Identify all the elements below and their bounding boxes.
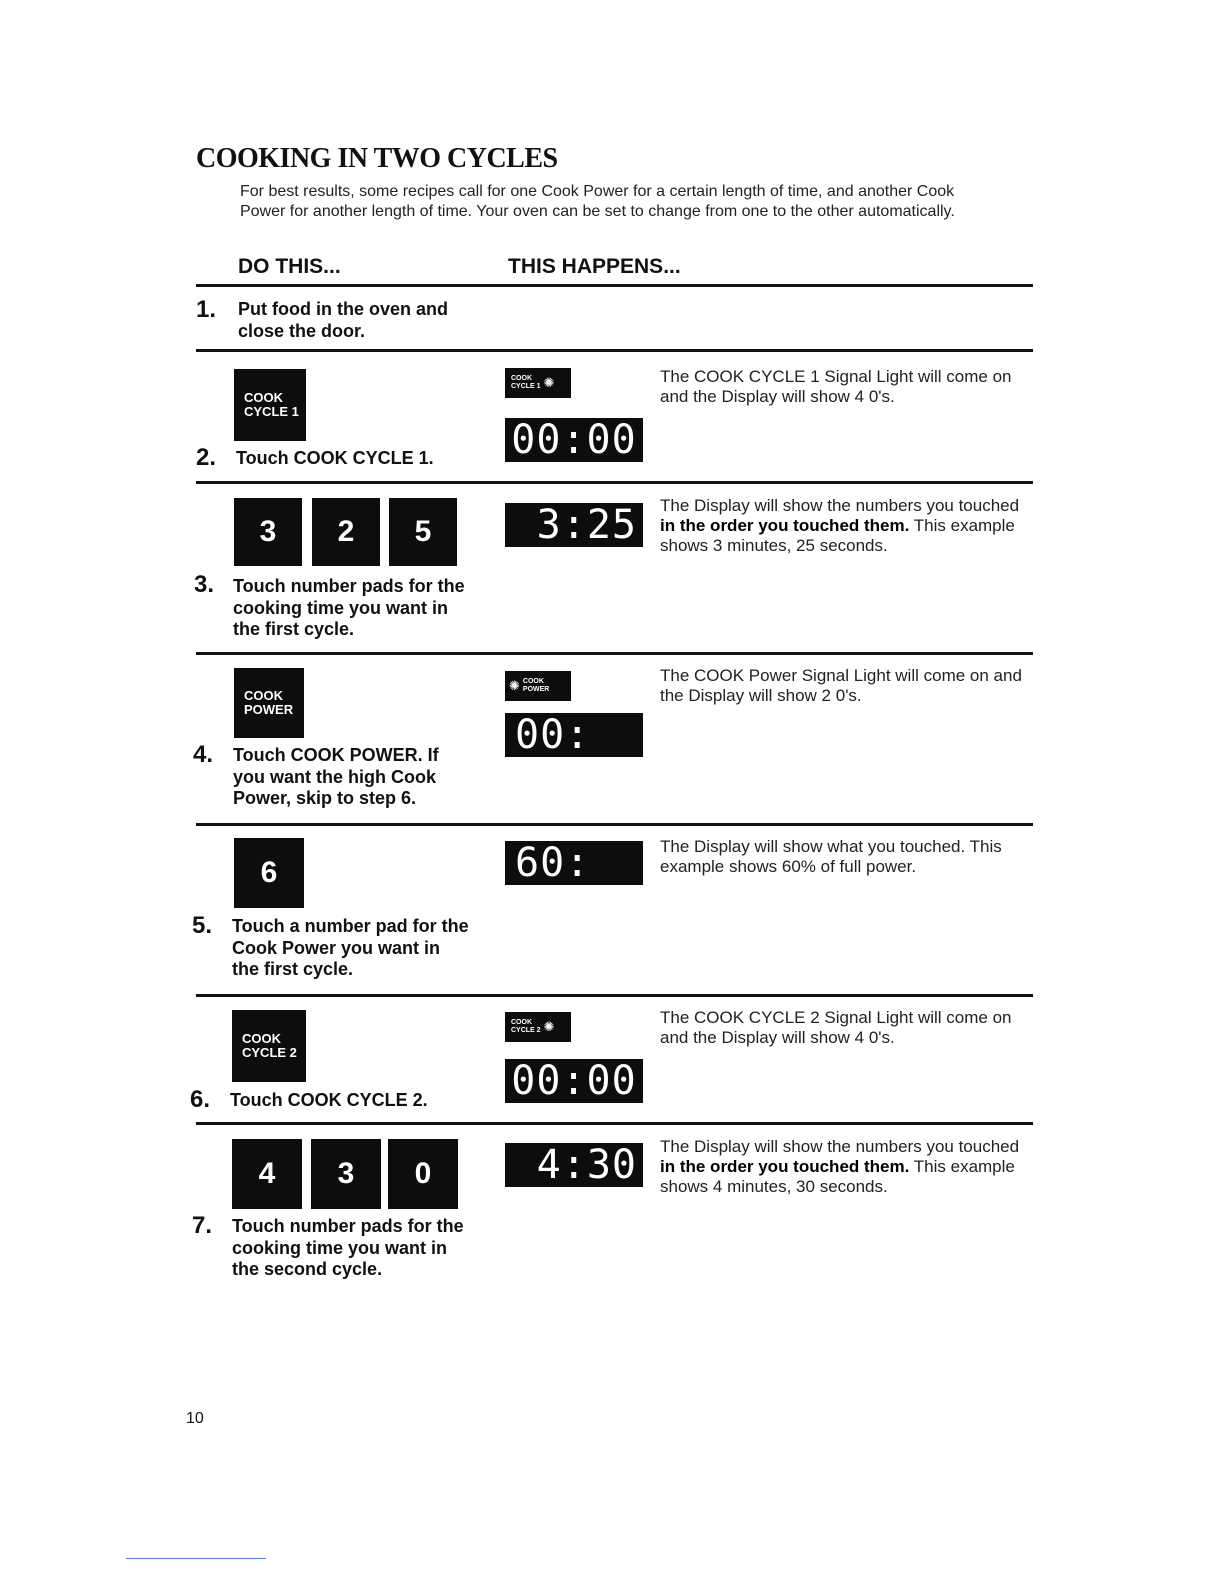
step-2-text: Touch COOK CYCLE 1. xyxy=(236,448,434,468)
intro-paragraph: For best results, some recipes call for one Cook Power for a certain length of time, and another Cook Power for another length of time. Your oven can be set to change from one to the other automatically. xyxy=(240,183,955,220)
signal-label: COOK xyxy=(522,678,544,685)
pad-label: CYCLE 1 xyxy=(244,404,299,419)
step-2-description: The COOK CYCLE 1 Signal Light will come on and the Display will show 4 0's. xyxy=(660,367,1012,406)
cook-power-pad xyxy=(234,668,304,738)
cook-cycle-2-pad xyxy=(232,1010,306,1082)
signal-label: CYCLE 2 xyxy=(511,1027,541,1034)
cook-cycle-2-signal-light xyxy=(505,1012,571,1042)
step-4-text: Touch COOK POWER. If you want the high Cook Power, skip to step 6. xyxy=(233,745,439,808)
page-number: 10 xyxy=(186,1410,204,1427)
step-5-number: 5. xyxy=(192,912,213,939)
divider xyxy=(196,823,1033,826)
step-7-number: 7. xyxy=(192,1212,213,1239)
number-pad-0: 0 xyxy=(388,1139,458,1209)
cook-cycle-1-pad xyxy=(234,369,306,441)
display-readout: 00:00 xyxy=(505,1059,643,1103)
number-pad-2: 2 xyxy=(312,498,380,566)
step-6-description: The COOK CYCLE 2 Signal Light will come on and the Display will show 4 0's. xyxy=(660,1008,1012,1047)
step-6-text: Touch COOK CYCLE 2. xyxy=(230,1090,428,1110)
signal-light-icon: ✺ xyxy=(543,1019,555,1034)
display-readout: 4:30 xyxy=(505,1143,643,1187)
divider xyxy=(196,1122,1033,1125)
pad-label: COOK xyxy=(244,390,283,405)
display-readout: 00: xyxy=(505,713,643,757)
pad-label: COOK xyxy=(242,1031,281,1046)
signal-light-icon: ✺ xyxy=(543,375,555,390)
pad-label: POWER xyxy=(244,702,294,717)
column-header-this-happens: THIS HAPPENS... xyxy=(508,255,681,278)
pad-label: CYCLE 2 xyxy=(242,1045,297,1060)
divider xyxy=(196,652,1033,655)
signal-label: CYCLE 1 xyxy=(511,383,541,390)
number-pad-5: 5 xyxy=(389,498,457,566)
pad-label: COOK xyxy=(244,688,283,703)
step-2-number: 2. xyxy=(196,444,217,471)
signal-label: COOK xyxy=(511,375,532,382)
divider xyxy=(196,284,1033,287)
divider xyxy=(196,349,1033,352)
step-7-text: Touch number pads for the cooking time you want in the second cycle. xyxy=(232,1216,464,1279)
number-pad-3: 3 xyxy=(234,498,302,566)
column-header-do-this: DO THIS... xyxy=(238,255,341,278)
display-readout: 60: xyxy=(505,841,643,885)
display-readout: 3:25 xyxy=(505,503,643,547)
step-5-description: The Display will show what you touched. This example shows 60% of full power. xyxy=(660,837,1002,876)
step-6-number: 6. xyxy=(190,1086,211,1113)
footer-rule xyxy=(126,1558,266,1559)
signal-light-icon: ✺ xyxy=(509,678,520,693)
signal-label: COOK xyxy=(511,1019,532,1026)
step-3-text: Touch number pads for the cooking time you want in the first cycle. xyxy=(233,576,465,639)
number-pad-3: 3 xyxy=(311,1139,381,1209)
step-4-number: 4. xyxy=(193,741,214,768)
step-1-number: 1. xyxy=(196,296,217,323)
step-7-description: The Display will show the numbers you touched in the order you touched them. This example shows 4 minutes, 30 seconds. xyxy=(660,1137,1020,1196)
step-3-description: The Display will show the numbers you touched in the order you touched them. This example shows 3 minutes, 25 seconds. xyxy=(660,496,1020,555)
divider xyxy=(196,481,1033,484)
divider xyxy=(196,994,1033,997)
step-1-text: Put food in the oven and close the door. xyxy=(238,299,448,341)
cook-power-signal-light xyxy=(505,671,571,701)
signal-label: POWER xyxy=(522,686,550,693)
step-4-description: The COOK Power Signal Light will come on and the Display will show 2 0's. xyxy=(660,666,1022,705)
number-pad-4: 4 xyxy=(232,1139,302,1209)
step-5-text: Touch a number pad for the Cook Power you want in the first cycle. xyxy=(232,916,469,979)
step-3-number: 3. xyxy=(194,571,215,598)
number-pad-6: 6 xyxy=(234,838,304,908)
page-title: COOKING IN TWO CYCLES xyxy=(196,143,558,174)
cook-cycle-1-signal-light xyxy=(505,368,571,398)
display-readout: 00:00 xyxy=(505,418,643,462)
